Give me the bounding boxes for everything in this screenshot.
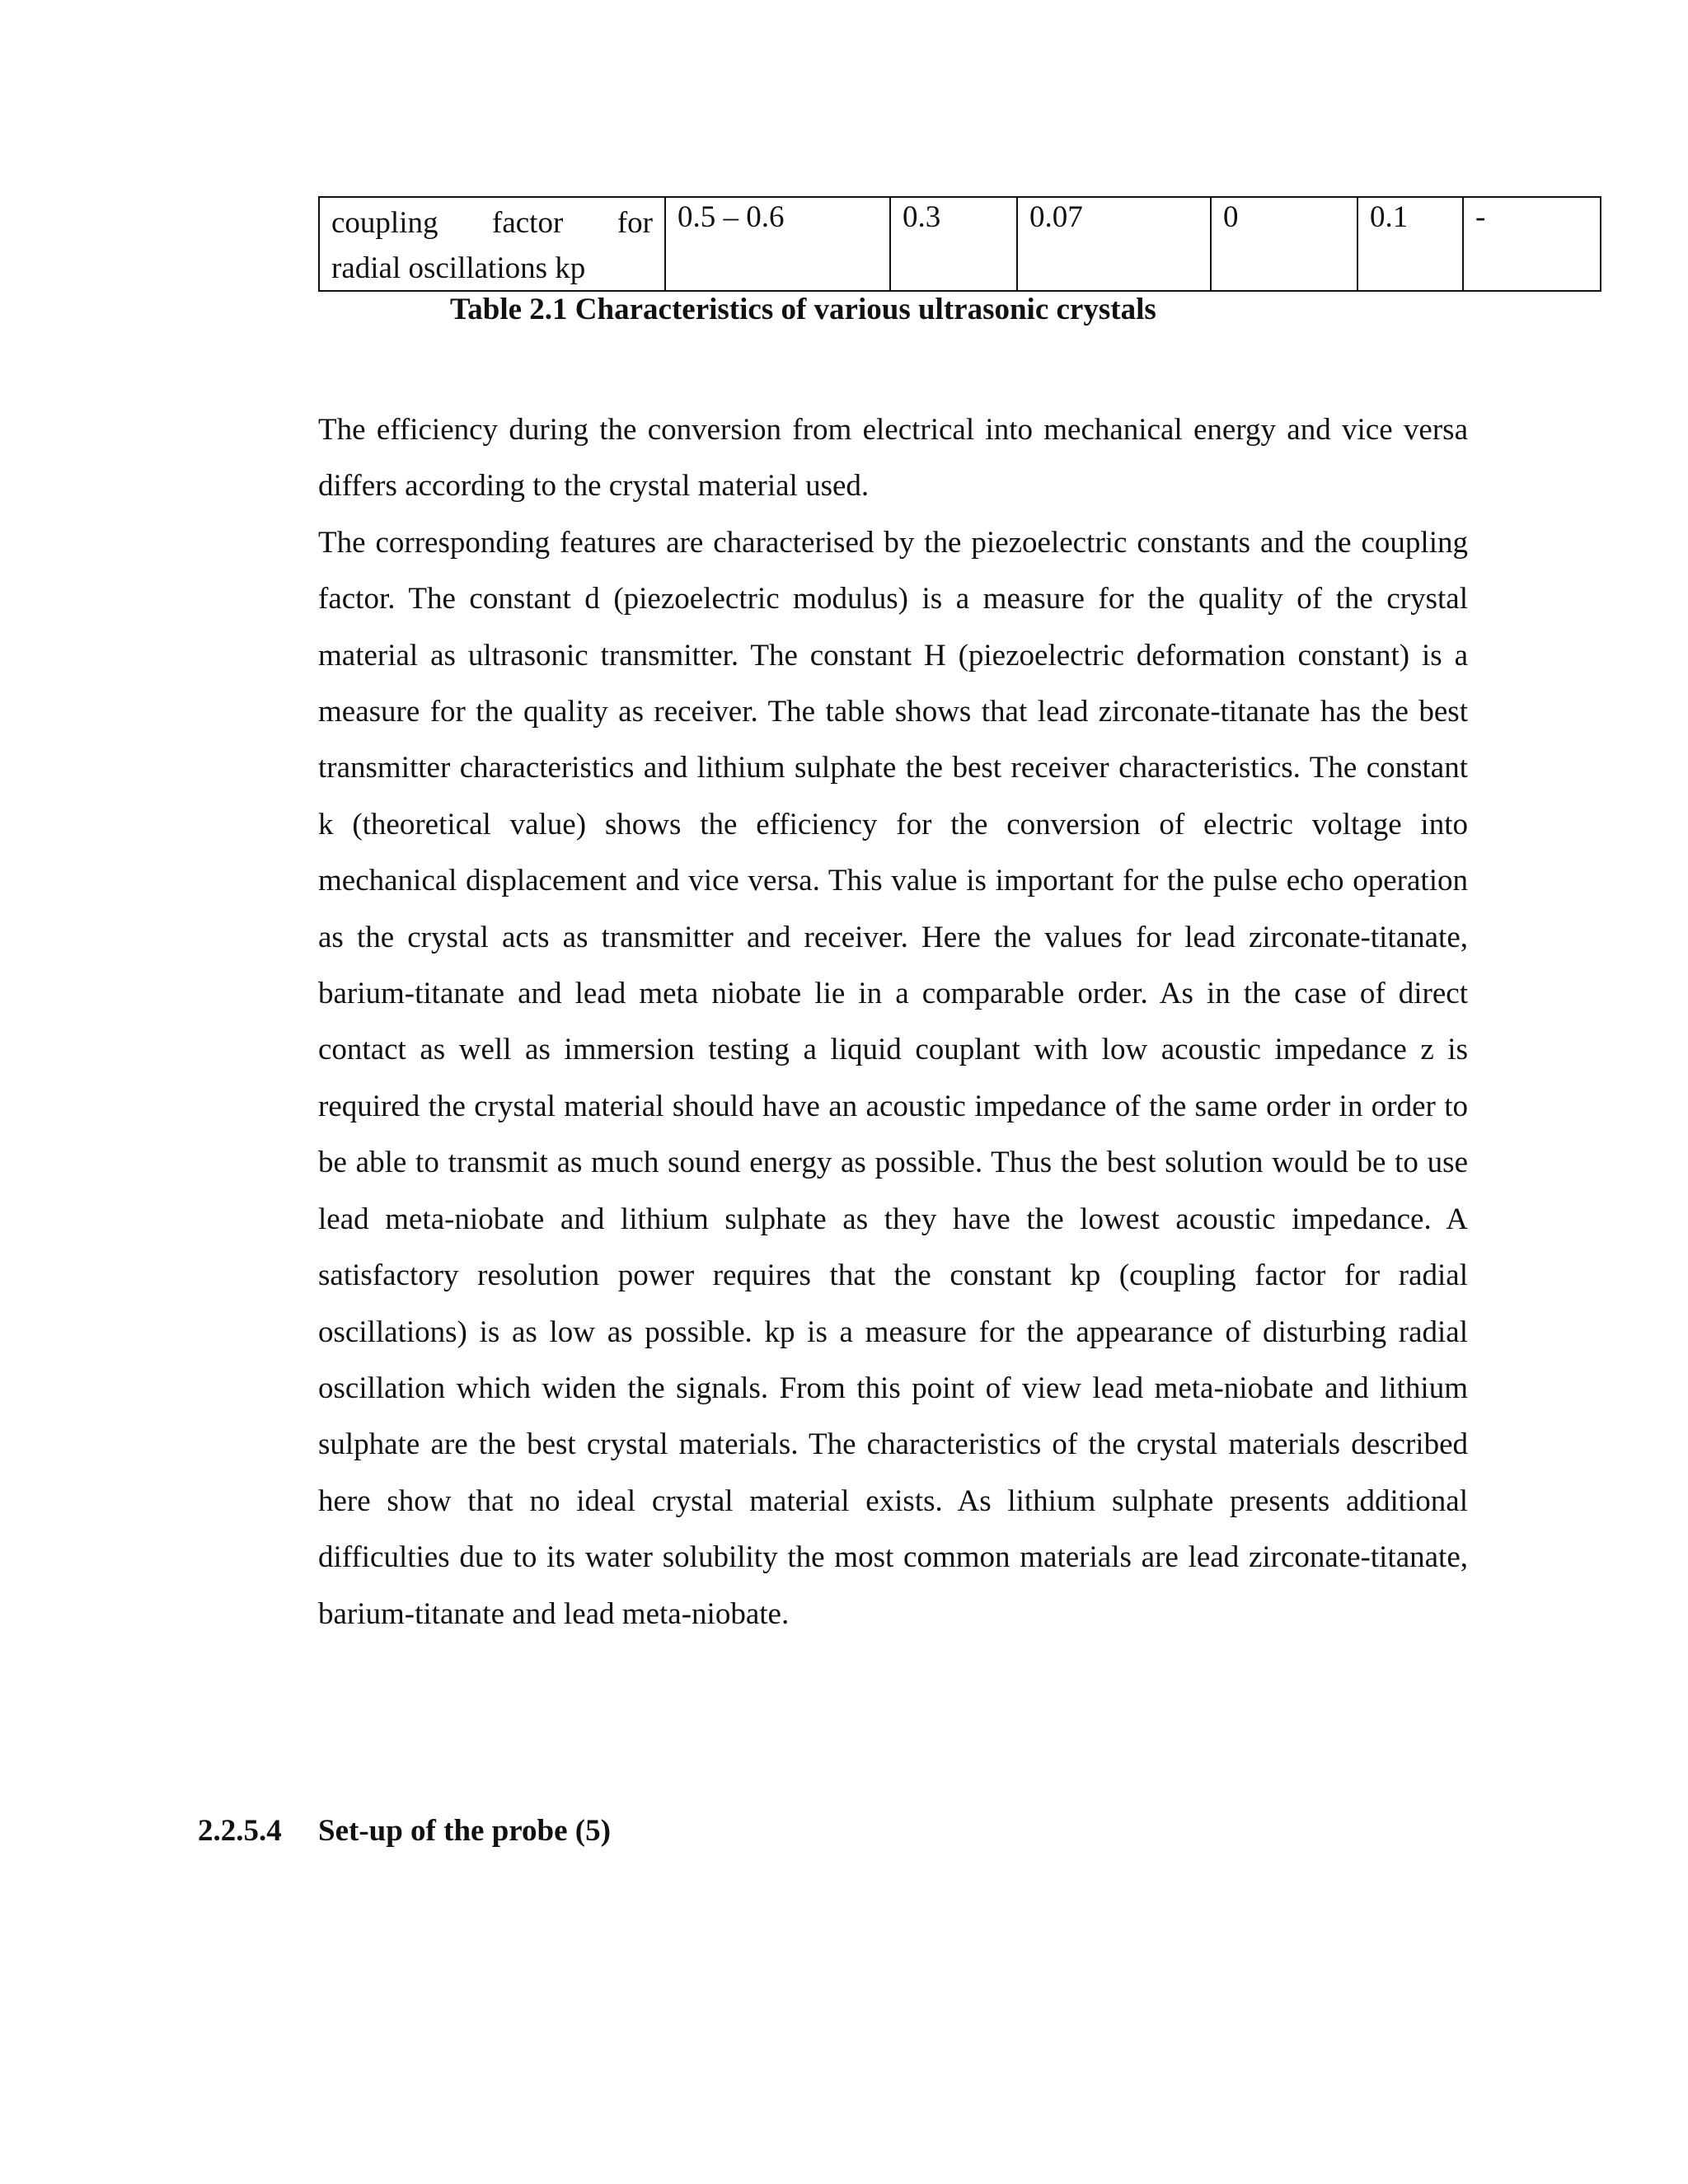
paragraph: The corresponding features are characterised by the piezoelectric constants and the coupling factor. The constant d (piezoelectric modulus) is a measure for the quality of the crystal material as ultrasonic transmitter. The constant H (piezoelectric deformation constant) is a measure for the quality as receiver. The table shows that lead zirconate-titanate has the best transmitter characteristics and lithium sulphate the best receiver characteristics. The constant k (theoretical value) shows the efficiency for the conversion of electric voltage into mechanical displacement and vice versa. This value is important for the pulse echo operation as the crystal acts as transmitter and receiver. Here the values for lead zirconate-titanate, barium-titanate and lead meta niobate lie in a comparable order. As in the case of direct contact as well as immersion testing a liquid couplant with low acoustic impedance z is required the crystal material should have an acoustic impedance of the same order in order to be able to transmit as much sound energy as possible. Thus the best solution would be to use lead meta-niobate and lithium sulphate as they have the lowest acoustic impedance. A satisfactory resolution power requires that the constant kp (coupling factor for radial oscillations) is as low as possible. kp is a measure for the appearance of disturbing radial oscillation which widen the signals. From this point of view lead meta-niobate and lithium sulphate are the best crystal materials. The characteristics of the crystal materials described here show that no ideal crystal material exists. As lithium sulphate presents additional difficulties due to its water solubility the most common materials are lead zirconate-titanate, barium-titanate and lead meta-niobate. xyxy=(318,525,1468,1631)
table-cell: 0 xyxy=(1211,197,1357,291)
table-cell: 0.07 xyxy=(1017,197,1211,291)
table-row xyxy=(319,197,1601,291)
table-row-label xyxy=(319,197,665,291)
label-line-2: radial oscillations kp xyxy=(331,251,586,285)
table-cell: 0.5 – 0.6 xyxy=(665,197,890,291)
section-title: Set-up of the probe (5) xyxy=(318,1814,611,1848)
label-word: coupling xyxy=(331,206,438,240)
label-word: factor xyxy=(492,206,564,240)
section-heading xyxy=(198,1810,611,1853)
paragraph: The efficiency during the conversion from electrical into mechanical energy and vice versa differs according to the crystal material used. xyxy=(318,413,1468,504)
label-word: for xyxy=(617,206,653,240)
table-cell: 0.1 xyxy=(1357,197,1463,291)
table-cell: - xyxy=(1463,197,1601,291)
body-text xyxy=(318,402,1468,1643)
section-number: 2.2.5.4 xyxy=(198,1814,282,1848)
table-caption: Table 2.1 Characteristics of various ultrasonic crystals xyxy=(450,293,1156,326)
table-cell: 0.3 xyxy=(890,197,1017,291)
crystal-characteristics-table xyxy=(318,196,1601,292)
